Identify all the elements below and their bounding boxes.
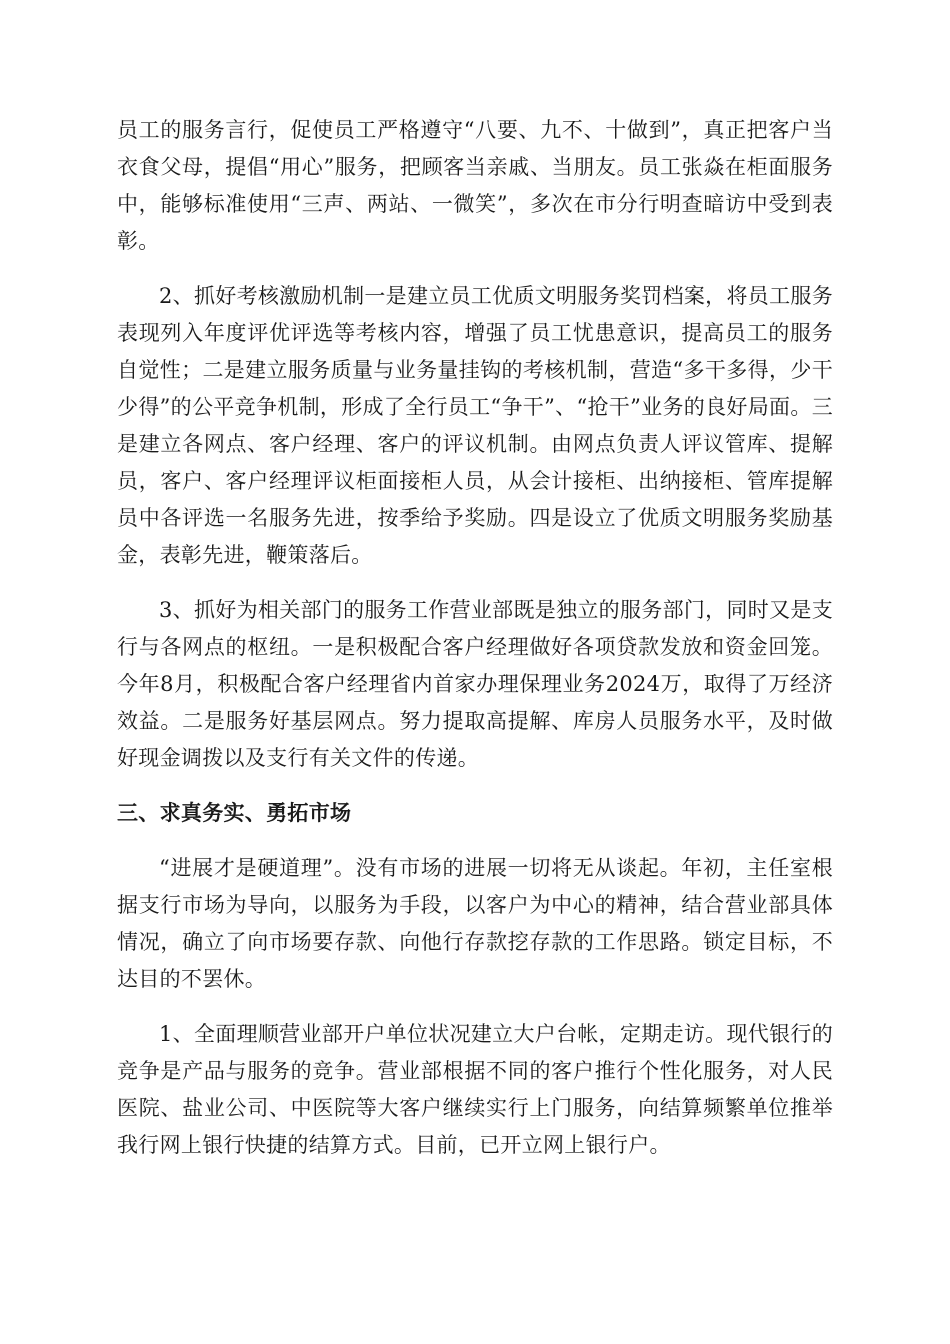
paragraph-development: “进展才是硬道理”。没有市场的进展一切将无从谈起。年初，主任室根据支行市场为导向，以服务为手段，以客户为中心的精神，结合营业部具体情况，确立了向市场要存款、向他行存款挖存款的工作思路。锁定目标，不达目的不罢休。	[117, 856, 833, 991]
paragraph-department-service: 3、抓好为相关部门的服务工作营业部既是独立的服务部门，同时又是支行与各网点的枢纽。一是积极配合客户经理做好各项贷款发放和资金回笼。今年8月，积极配合客户经理省内首家办理保理业务2024万，取得了万经济效益。二是服务好基层网点。努力提取高提解、库房人员服务水平，及时做好现金调拨以及支行有关文件的传递。	[117, 598, 833, 770]
paragraph-assessment-incentive: 2、抓好考核激励机制一是建立员工优质文明服务奖罚档案，将员工服务表现列入年度评优评选等考核内容，增强了员工忧患意识，提高员工的服务自觉性；二是建立服务质量与业务量挂钩的考核机制，营造“多干多得，少干少得”的公平竞争机制，形成了全行员工“争干”、“抢干”业务的良好局面。三是建立各网点、客户经理、客户的评议机制。由网点负责人评议管库、提解员，客户、客户经理评议柜面接柜人员，从会计接柜、出纳接柜、管库提解员中各评选一名服务先进，按季给予奖励。四是设立了优质文明服务奖励基金，表彰先进，鞭策落后。	[117, 284, 833, 567]
paragraph-service-conduct: 员工的服务言行，促使员工严格遵守“八要、九不、十做到”，真正把客户当衣食父母，提倡“用心”服务，把顾客当亲戚、当朋友。员工张焱在柜面服务中，能够标准使用“三声、两站、一微笑”，多次在市分行明查暗访中受到表彰。	[117, 118, 833, 253]
section-heading-market: 三、求真务实、勇拓市场	[117, 801, 352, 825]
document-body	[117, 112, 833, 1182]
paragraph-account-management: 1、全面理顺营业部开户单位状况建立大户台帐，定期走访。现代银行的竞争是产品与服务的竞争。营业部根据不同的客户推行个性化服务，对人民医院、盐业公司、中医院等大客户继续实行上门服务，向结算频繁单位推举我行网上银行快捷的结算方式。目前，已开立网上银行户。	[117, 1022, 833, 1157]
